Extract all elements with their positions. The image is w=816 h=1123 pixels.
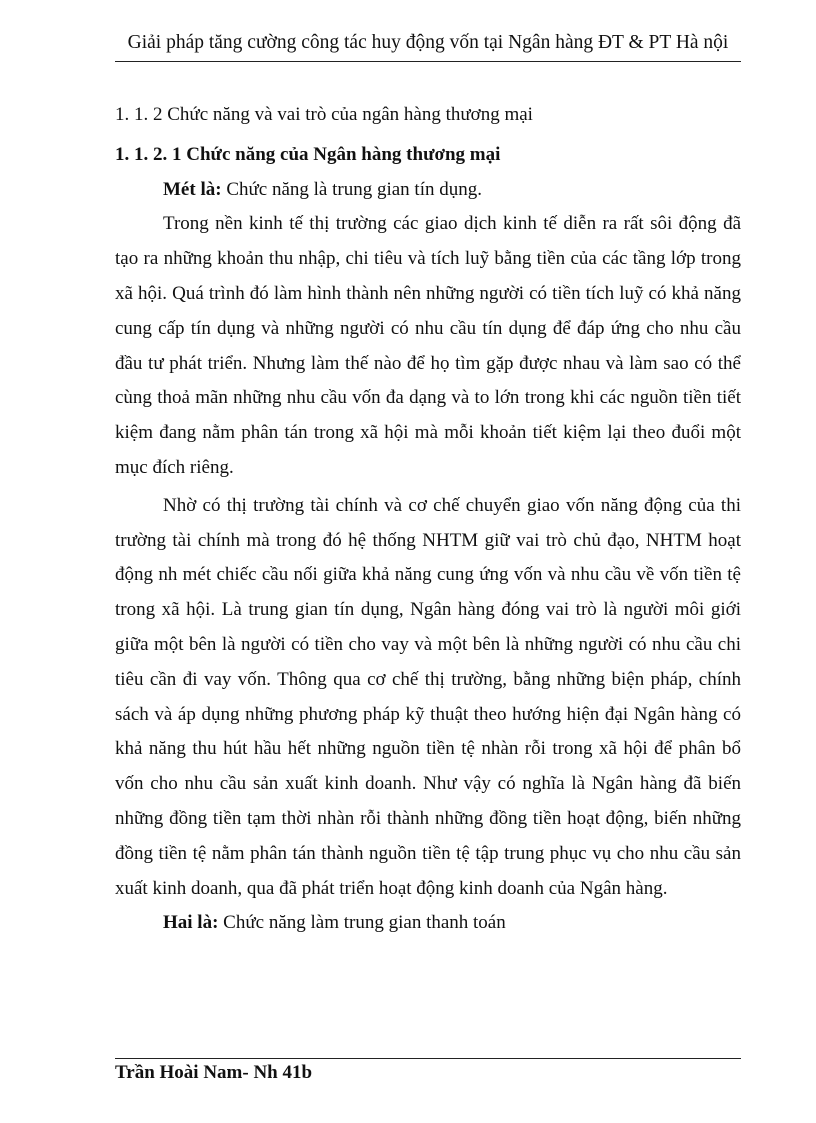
paragraph-financial-market: Nhờ có thị trường tài chính và cơ chế chuyển giao vốn năng động của thi trường tài chính mà trong đó hệ thống NHTM giữ vai trò chủ đạo, NHTM hoạt động nh mét chiếc cầu nối giữa khả năng cung ứng vốn và nhu cầu về vốn tiền tệ trong xã hội. Là trung gian tín dụng, Ngân hàng đóng vai trò là người môi giới giữa một bên là người có tiền cho vay và một bên là những người có nhu cầu chi tiêu cần đi vay vốn. Thông qua cơ chế thị trường, bằng những biện pháp, chính sách và áp dụng những phương pháp kỹ thuật theo hướng hiện đại Ngân hàng có khả năng thu hút hầu hết những nguồn tiền tệ nhàn rỗi trong xã hội để phân bổ vốn cho nhu cầu sản xuất kinh doanh. Như vậy có nghĩa là Ngân hàng đã biến những đồng tiền tạm thời nhàn rỗi thành những đồng tiền hoạt động, biến những đồng tiền tệ nằm phân tán thành nguồn tiền tệ tập trung phục vụ cho nhu cầu sản xuất kinh doanh, qua đã phát triển hoạt động kinh doanh của Ngân hàng. bbox=[115, 494, 741, 899]
paragraph-text-one: Chức năng là trung gian tín dụng. bbox=[221, 178, 482, 200]
paragraph-market-economy: Trong nền kinh tế thị trường các giao dịch kinh tế diễn ra rất sôi động đã tạo ra những khoản thu nhập, chi tiêu và tích luỹ bằng tiền của các tầng lớp trong xã hội. Quá trình đó làm hình thành nên những người có tiền tích luỹ có khả năng cung cấp tín dụng và những người có nhu cầu tín dụng để đáp ứng cho nhu cầu đầu tư phát triển. Nhưng làm thế nào để họ tìm gặp được nhau và làm sao có thể cùng thoả mãn những nhu cầu vốn đa dạng và to lớn trong khi các nguồn tiền tiết kiệm đang nằm phân tán trong xã hội mà mỗi khoản tiết kiệm lại theo đuổi một mục đích riêng. bbox=[115, 213, 741, 478]
subsection-heading: 1. 1. 2 Chức năng và vai trò của ngân hàng thương mại bbox=[115, 104, 533, 125]
footer-divider bbox=[115, 1058, 741, 1059]
footer-author: Trần Hoài Nam- Nh 41b bbox=[115, 1062, 313, 1083]
paragraph-function-one bbox=[115, 173, 741, 208]
document-body bbox=[115, 98, 741, 941]
subsubsection-heading: 1. 1. 2. 1 Chức năng của Ngân hàng thương mại bbox=[115, 143, 501, 165]
paragraph-function-two bbox=[115, 906, 741, 941]
header-divider bbox=[115, 61, 741, 62]
paragraph-lead-one: Mét là: bbox=[163, 178, 222, 200]
paragraph-lead-two: Hai là: bbox=[163, 912, 219, 934]
page-header-title: Giải pháp tăng cường công tác huy động vốn tại Ngân hàng ĐT & PT Hà nội bbox=[127, 32, 729, 53]
paragraph-text-two: Chức năng làm trung gian thanh toán bbox=[218, 912, 506, 934]
